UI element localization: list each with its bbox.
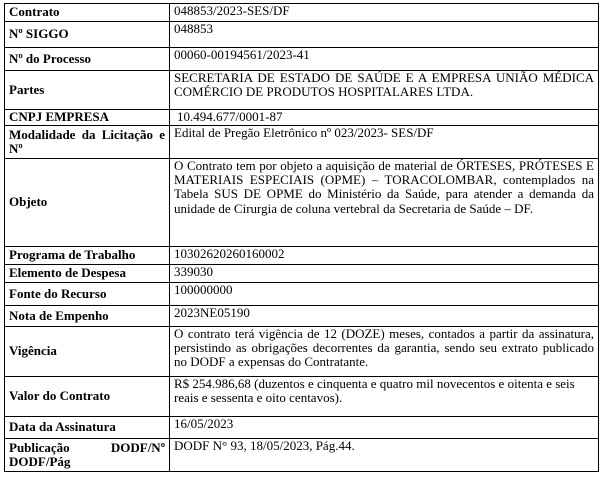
row-label-empenho: Nota de Empenho	[5, 306, 170, 327]
table-row	[5, 265, 599, 283]
row-value-empenho: 2023NE05190	[170, 306, 599, 327]
table-row	[5, 327, 599, 377]
table-row	[5, 159, 599, 247]
row-value-siggo: 048853	[170, 22, 599, 48]
row-value-fonte: 100000000	[170, 283, 599, 306]
row-value-objeto: O Contrato tem por objeto a aquisição de material de ÓRTESES, PRÓTESES E MATERIAIS ESPECIAIS (OPME) – TORACOLOMBAR, contemplados na Tabela SUS DE OPME do Ministério da Saúde, para atender a demanda da unidade de Cirurgia de coluna vertebral da Secretaria de Saúde – DF.	[170, 159, 599, 247]
table-row	[5, 71, 599, 110]
row-label-programa: Programa de Trabalho	[5, 247, 170, 265]
row-value-elemento: 339030	[170, 265, 599, 283]
row-value-publicacao: DODF N° 93, 18/05/2023, Pág.44.	[170, 439, 599, 472]
row-label-elemento: Elemento de Despesa	[5, 265, 170, 283]
row-value-modalidade: Edital de Pregão Eletrônico nº 023/2023- SES/DF	[170, 126, 599, 159]
row-value-vigencia: O contrato terá vigência de 12 (DOZE) meses, contados a partir da assinatura, persistindo as obrigações decorrentes da garantia, sendo seu extrato publicado no DODF a expensas do Contratante.	[170, 327, 599, 377]
table-row	[5, 110, 599, 126]
row-label-vigencia: Vigência	[5, 327, 170, 377]
row-value-processo: 00060-00194561/2023-41	[170, 48, 599, 71]
row-label-fonte: Fonte do Recurso	[5, 283, 170, 306]
table-row	[5, 48, 599, 71]
table-row	[5, 4, 599, 22]
row-label-processo: Nº do Processo	[5, 48, 170, 71]
row-value-partes: SECRETARIA DE ESTADO DE SAÚDE E A EMPRESA UNIÃO MÉDICA COMÉRCIO DE PRODUTOS HOSPITALARES LTDA.	[170, 71, 599, 110]
row-value-contrato: 048853/2023-SES/DF	[170, 4, 599, 22]
table-row	[5, 306, 599, 327]
row-value-assinatura: 16/05/2023	[170, 417, 599, 439]
contract-summary-table	[4, 3, 599, 472]
table-row	[5, 283, 599, 306]
row-label-valor: Valor do Contrato	[5, 377, 170, 417]
table-row	[5, 377, 599, 417]
table-row	[5, 126, 599, 159]
table-row	[5, 417, 599, 439]
row-value-programa: 10302620260160002	[170, 247, 599, 265]
row-label-modalidade: Modalidade da Licitação e Nº	[5, 126, 170, 159]
row-label-siggo: Nº SIGGO	[5, 22, 170, 48]
row-label-assinatura: Data da Assinatura	[5, 417, 170, 439]
row-label-contrato: Contrato	[5, 4, 170, 22]
row-label-publicacao: Publicação DODF/Nº DODF/Pág	[5, 439, 170, 472]
row-value-valor: R$ 254.986,68 (duzentos e cinquenta e quatro mil novecentos e oitenta e seis reais e sessenta e oito centavos).	[170, 377, 599, 417]
table-row	[5, 439, 599, 472]
row-label-partes: Partes	[5, 71, 170, 110]
table-row	[5, 22, 599, 48]
table-row	[5, 247, 599, 265]
row-value-cnpj: 10.494.677/0001-87	[170, 110, 599, 126]
row-label-cnpj: CNPJ EMPRESA	[5, 110, 170, 126]
row-label-objeto: Objeto	[5, 159, 170, 247]
